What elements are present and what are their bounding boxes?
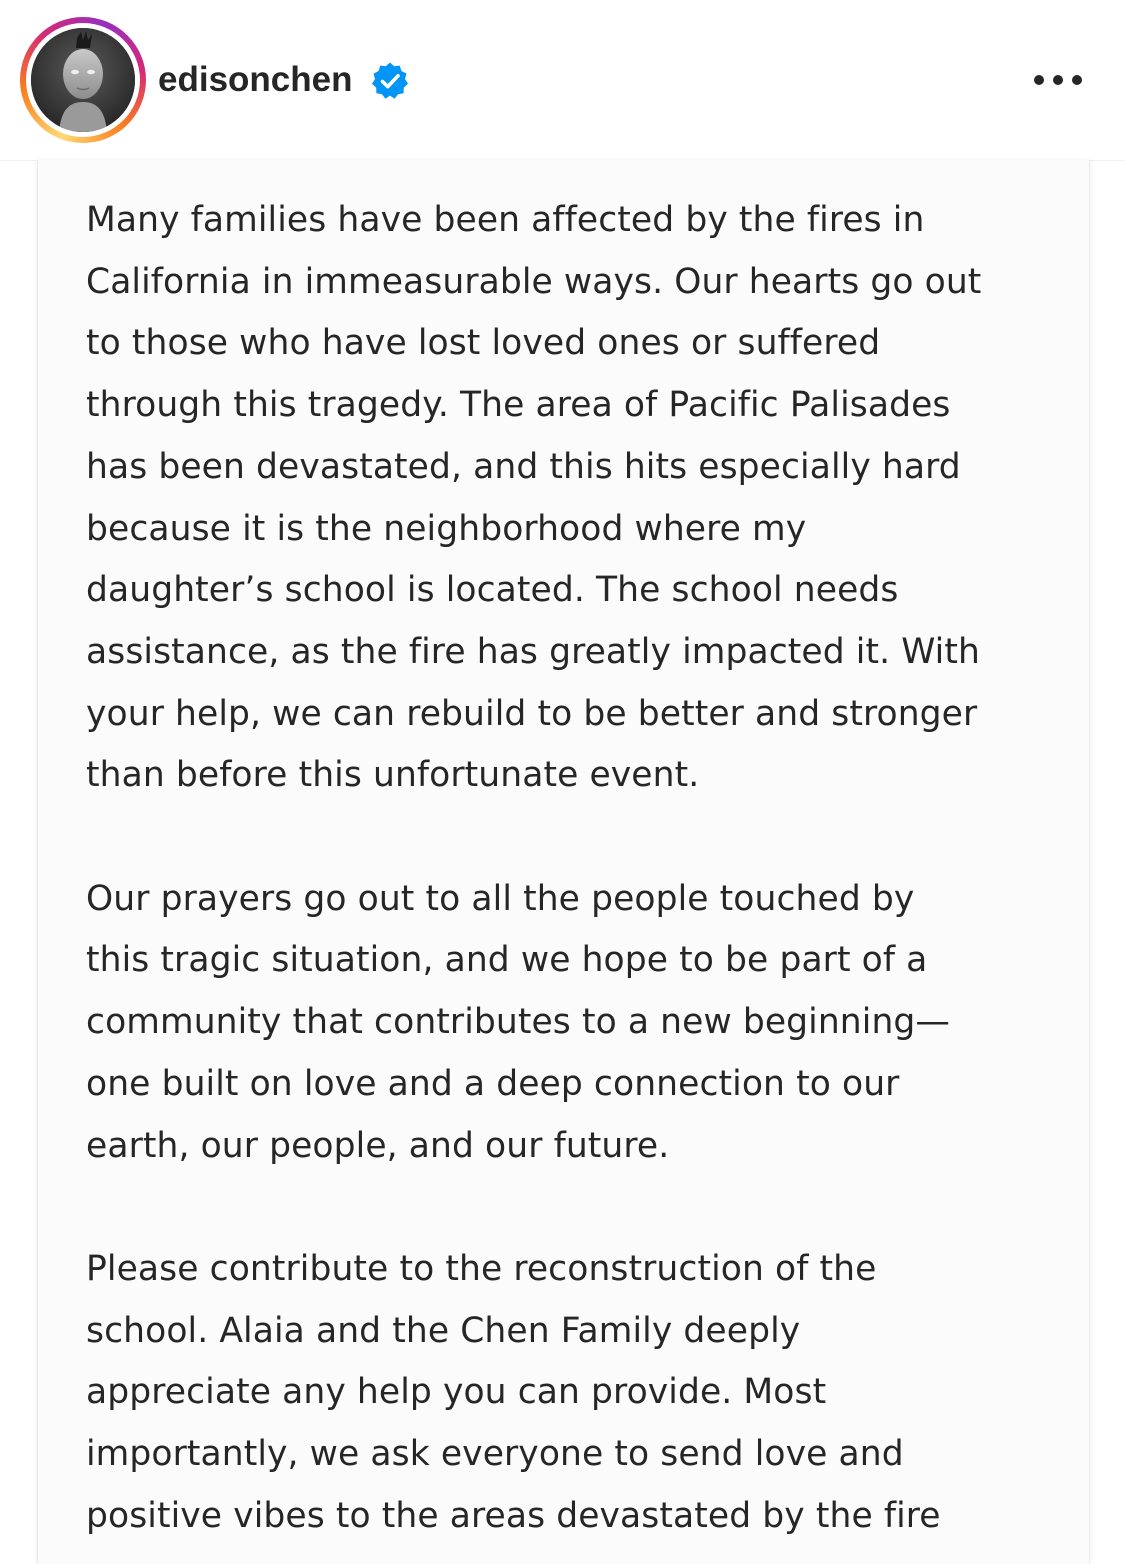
post-image-card xyxy=(37,160,1090,1564)
post-header xyxy=(0,0,1125,161)
avatar-portrait-icon xyxy=(31,28,135,132)
text-line: to those who have lost loved ones or suffered xyxy=(86,323,881,364)
paragraph-1 xyxy=(86,190,1046,807)
text-line: because it is the neighborhood where my xyxy=(86,508,807,549)
text-line: through this tragedy. The area of Pacific Palisades xyxy=(86,385,951,426)
avatar-border xyxy=(26,23,140,137)
text-line: has been devastated, and this hits especially hard xyxy=(86,446,961,487)
text-line: than before this unfortunate event. xyxy=(86,755,700,796)
text-line: California in immeasurable ways. Our hearts go out xyxy=(86,261,982,302)
story-ring-avatar[interactable] xyxy=(20,17,146,143)
avatar[interactable] xyxy=(31,28,135,132)
text-line: this tragic situation, and we hope to be part of a xyxy=(86,940,928,981)
post-text xyxy=(86,190,1046,1564)
text-line: one built on love and a deep connection to our xyxy=(86,1063,900,1104)
text-line: positive vibes to the areas devastated by the fire xyxy=(86,1495,941,1536)
text-line: school. Alaia and the Chen Family deeply xyxy=(86,1310,801,1351)
username-link[interactable]: edisonchen xyxy=(158,60,353,99)
paragraph-2 xyxy=(86,869,1046,1178)
text-line: appreciate any help you can provide. Most xyxy=(86,1372,827,1413)
more-horizontal-icon[interactable] xyxy=(1028,60,1088,100)
paragraph-3 xyxy=(86,1239,1046,1548)
text-line: daughter’s school is located. The school needs xyxy=(86,570,899,611)
text-line: Many families have been affected by the fires in xyxy=(86,200,925,240)
text-line: Our prayers go out to all the people touched by xyxy=(86,878,915,919)
verified-badge-icon xyxy=(370,61,410,101)
text-line: Please contribute to the reconstruction of the xyxy=(86,1248,877,1289)
text-line: community that contributes to a new beginning— xyxy=(86,1002,951,1043)
text-line: importantly, we ask everyone to send love and xyxy=(86,1434,904,1475)
text-line: your help, we can rebuild to be better and stronger xyxy=(86,693,978,734)
text-line: earth, our people, and our future. xyxy=(86,1125,670,1166)
text-line: assistance, as the fire has greatly impacted it. With xyxy=(86,631,980,672)
